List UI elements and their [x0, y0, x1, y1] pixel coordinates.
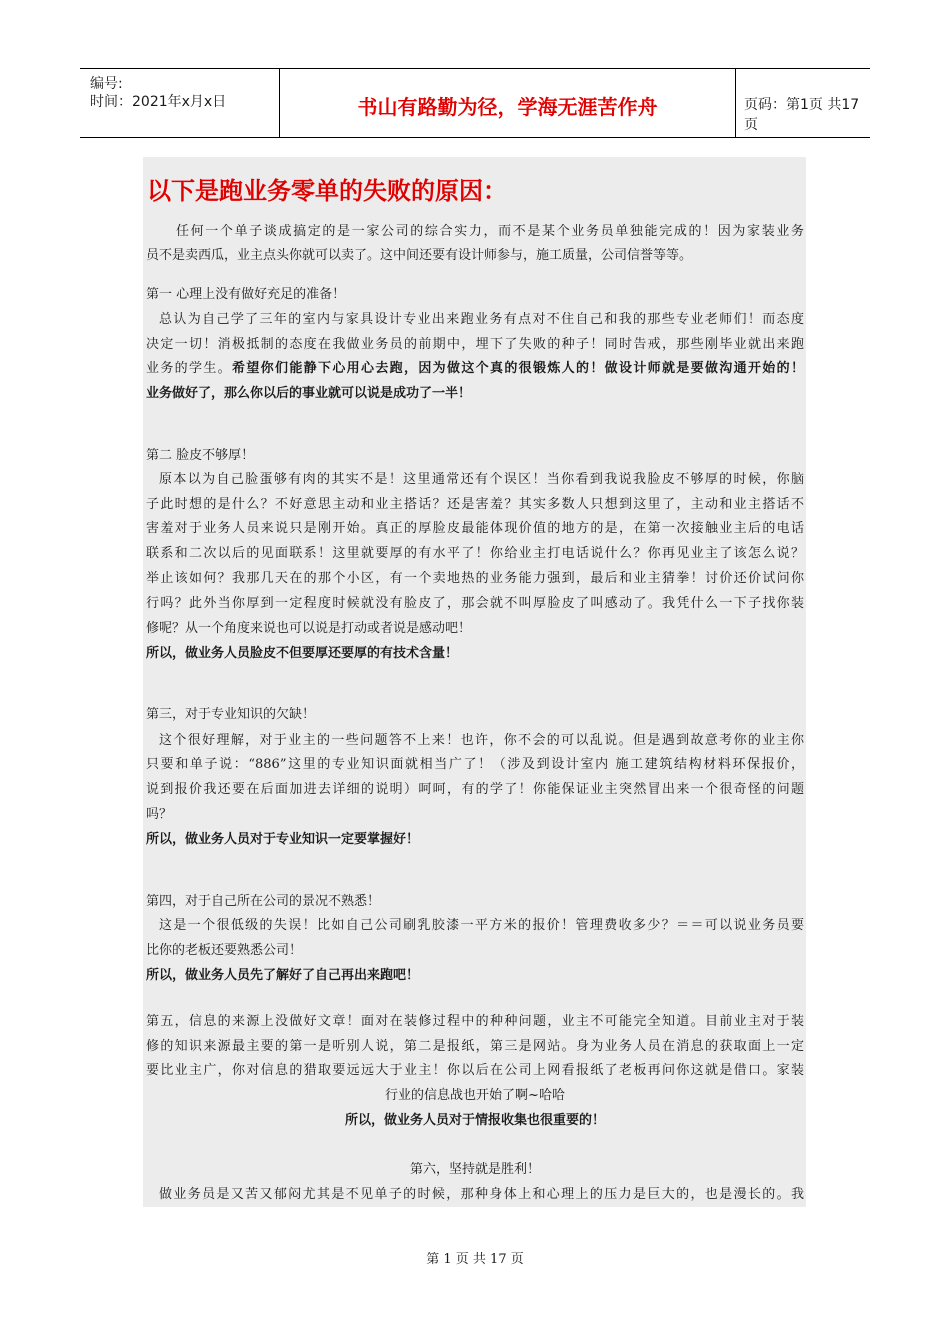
page-footer: 第 1 页 共 17 页 [426, 1252, 524, 1267]
section-3-line-1: 这个很好理解，对于业主的一些问题答不上来！也许，你不会的可以乱说。但是遇到故意考你的业主你 [159, 733, 804, 748]
section-1-line-3 [146, 357, 804, 382]
section-2-line-5: 举止该如何？我那几天在的那个小区，有一个卖地热的业务能力强到，最后和业主猜拳！讨价还价试问你 [146, 571, 804, 586]
section-5-line-1: 第五，信息的来源上没做好文章！面对在装修过程中的种种问题，业主不可能完全知道。目前业主对于装 [146, 1014, 804, 1029]
section-6-line-1: 做业务员是又苦又郁闷尤其是不见单子的时候，那种身体上和心理上的压力是巨大的，也是漫长的。我 [159, 1187, 804, 1202]
section-1-line-3-bold: 希望你们能静下心用心去跑，因为做这个真的很锻炼人的！做设计师就是要做沟通开始的！ [232, 361, 804, 376]
document-body [143, 157, 806, 1207]
section-2-line-2: 子此时想的是什么？不好意思主动和业主搭话？还是害羞？其实多数人只想到这里了，主动和业主搭话不 [146, 497, 804, 512]
section-5-line-3: 要比业主广，你对信息的猎取要远远大于业主！你以后在公司上网看报纸了老板再问你这就是借口。家装 [146, 1063, 804, 1078]
header-page-cell [736, 69, 870, 137]
section-5-line-4: 行业的信息战也开始了啊~哈哈 [385, 1088, 565, 1103]
number-label: 编号: [90, 76, 123, 92]
section-5-conclusion: 所以，做业务人员对于情报收集也很重要的！ [344, 1113, 605, 1128]
section-2-line-4: 联系和二次以后的见面联系！这里就要厚的有水平了！你给业主打电话说什么？你再见业主了该怎么说？ [146, 546, 804, 561]
section-1-line-1: 总认为自己学了三年的室内与家具设计专业出来跑业务有点对不住自己和我的那些专业老师们！而态度 [159, 312, 804, 327]
header-motto-cell [280, 69, 736, 137]
page-header [80, 68, 870, 138]
page-label: 页码：第1页 共17页 [744, 97, 860, 133]
intro-line-1: 任何一个单子谈成搞定的是一家公司的综合实力，而不是某个业务员单独能完成的！因为家装业务 [176, 224, 804, 239]
section-1-line-2: 决定一切！消极抵制的态度在我做业务员的前期中，埋下了失败的种子！同时告戒，那些刚毕业就出来跑 [146, 337, 804, 352]
section-4-line-2: 比你的老板还要熟悉公司！ [146, 943, 303, 958]
section-4-heading: 第四，对于自己所在公司的景况不熟悉！ [146, 894, 381, 909]
section-5-line-2: 修的知识来源最主要的第一是听别人说，第二是报纸，第三是网站。身为业务人员在消息的获取面上一定 [146, 1039, 804, 1054]
header-info-cell [80, 69, 280, 137]
section-3-line-4: 吗？ [146, 807, 173, 822]
section-2-line-6: 行吗？此外当你厚到一定程度时候就没有脸皮了，那会就不叫厚脸皮了叫感动了。我凭什么一下子找你装 [146, 596, 804, 611]
section-3-heading: 第三，对于专业知识的欠缺！ [146, 707, 316, 722]
section-4-conclusion: 所以，做业务人员先了解好了自己再出来跑吧！ [146, 968, 420, 983]
section-1-line-3-text: 业务的学生。 [146, 361, 232, 376]
section-6-heading: 第六，坚持就是胜利！ [409, 1162, 540, 1177]
section-3-conclusion: 所以，做业务人员对于专业知识一定要掌握好！ [146, 832, 420, 847]
section-2-heading: 第二 脸皮不够厚！ [146, 448, 255, 463]
section-1-conclusion: 业务做好了，那么你以后的事业就可以说是成功了一半！ [146, 386, 472, 401]
intro-line-2: 员不是卖西瓜，业主点头你就可以卖了。这中间还要有设计师参与，施工质量，公司信誉等等。 [146, 248, 693, 263]
motto: 书山有路勤为径，学海无涯苦作舟 [357, 95, 658, 119]
time-label: 时间：2021年x月x日 [90, 94, 227, 110]
section-2-line-1: 原本以为自己脸蛋够有肉的其实不是！这里通常还有个误区！当你看到我说我脸皮不够厚的时候，你脑 [159, 472, 804, 487]
section-2-line-3: 害羞对于业务人员来说只是刚开始。真正的厚脸皮最能体现价值的地方的是，在第一次接触业主后的电话 [146, 521, 804, 536]
section-3-line-3: 说到报价我还要在后面加进去详细的说明）呵呵，有的学了！你能保证业主突然冒出来一个很奇怪的问题 [146, 782, 804, 797]
section-3-line-2: 只要和单子说：“886”这里的专业知识面就相当广了！（涉及到设计室内 施工建筑结构材料环保报价， [146, 757, 804, 772]
section-4-line-1: 这是一个很低级的失误！比如自己公司刷乳胶漆一平方米的报价！管理费收多少？＝＝可以说业务员要 [159, 918, 804, 933]
document-title: 以下是跑业务零单的失败的原因： [147, 177, 507, 205]
section-2-conclusion: 所以，做业务人员脸皮不但要厚还要厚的有技术含量！ [146, 646, 459, 661]
section-1-heading: 第一 心理上没有做好充足的准备！ [146, 287, 346, 302]
section-2-line-7: 修呢？从一个角度来说也可以说是打动或者说是感动吧！ [146, 621, 472, 636]
